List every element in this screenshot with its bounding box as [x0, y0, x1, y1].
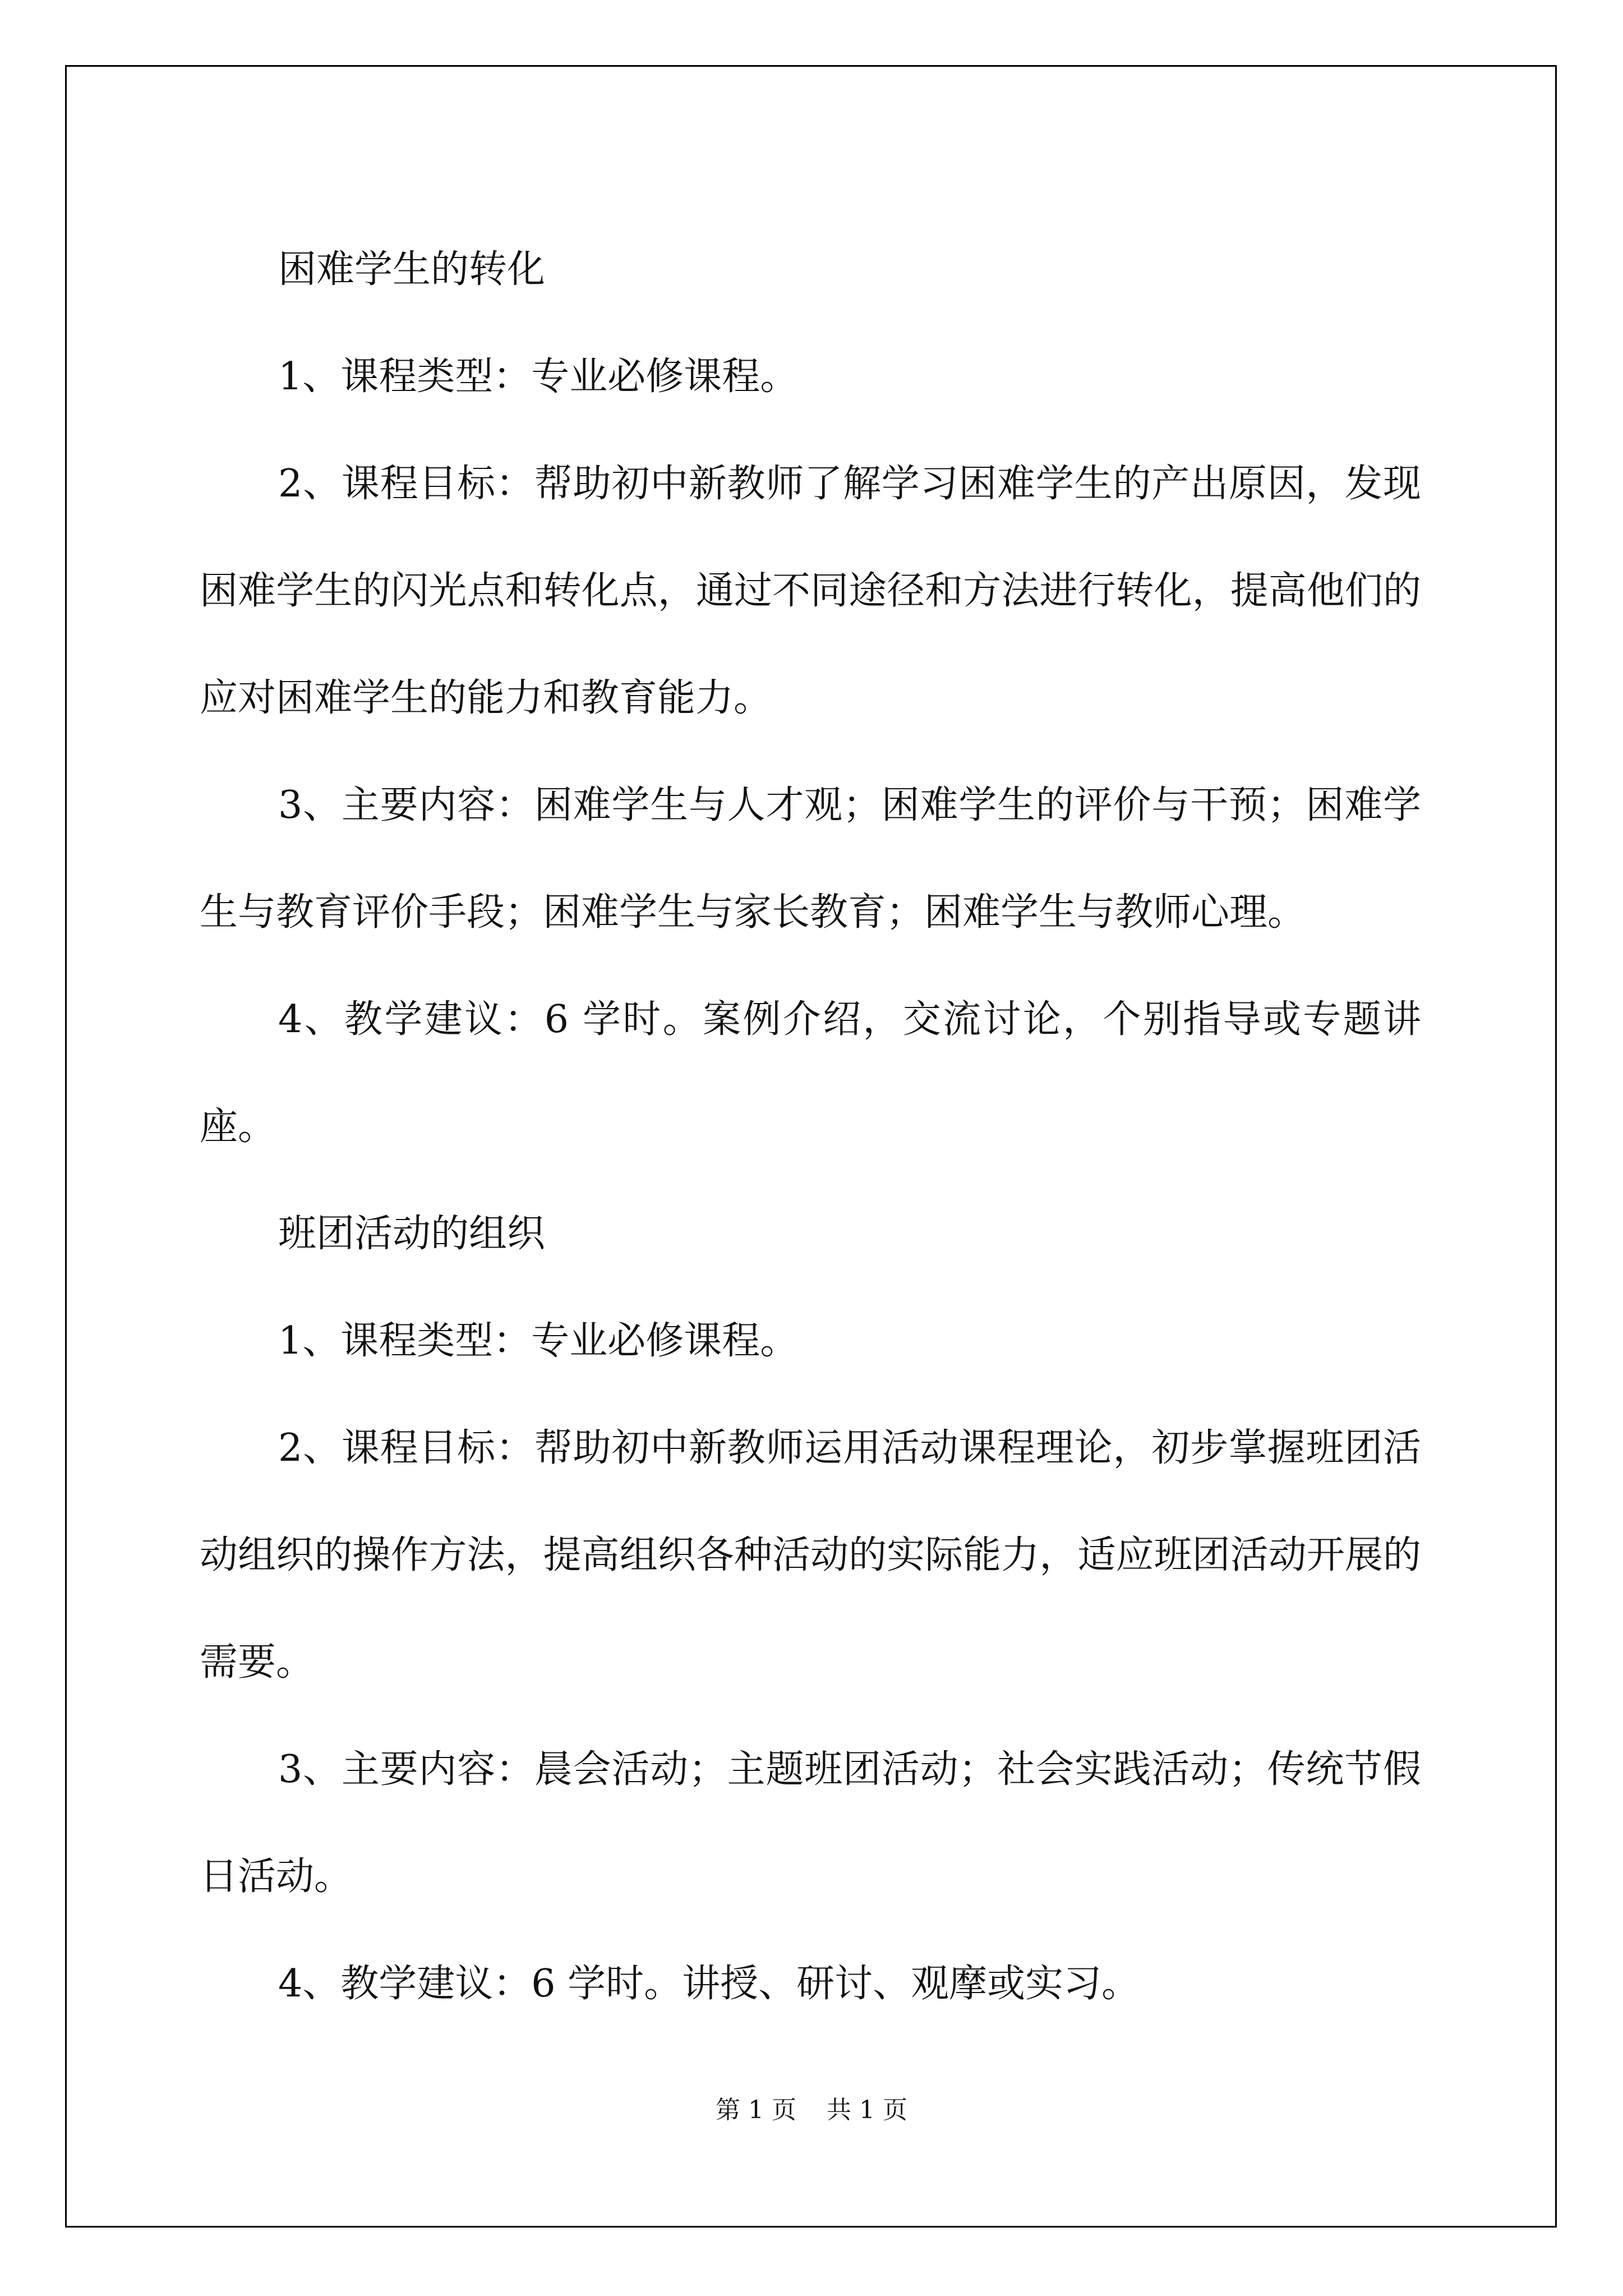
- paragraph: 3、主要内容：困难学生与人才观；困难学生的评价与干预；困难学生与教育评价手段；困难学生与家长教育；困难学生与教师心理。: [200, 783, 1421, 935]
- document-body: [200, 216, 1421, 2037]
- paragraph: 4、教学建议：6 学时。案例介绍，交流讨论，个别指导或专题讲座。: [200, 997, 1421, 1149]
- paragraph: 1、课程类型：专业必修课程。: [278, 355, 799, 399]
- section-title: 班团活动的组织: [278, 1212, 546, 1256]
- paragraph: 4、教学建议：6 学时。讲授、研讨、观摩或实习。: [278, 1962, 1140, 2006]
- paragraph: 2、课程目标：帮助初中新教师运用活动课程理论，初步掌握班团活动组织的操作方法，提高组织各种活动的实际能力，适应班团活动开展的需要。: [200, 1426, 1421, 1685]
- page-number: 第 1 页: [716, 2096, 796, 2124]
- paragraph: 1、课程类型：专业必修课程。: [278, 1319, 799, 1363]
- paragraph: 3、主要内容：晨会活动；主题班团活动；社会实践活动；传统节假日活动。: [200, 1747, 1421, 1899]
- page-total: 共 1 页: [827, 2096, 907, 2124]
- section-title: 困难学生的转化: [278, 247, 546, 292]
- section-2: [200, 1180, 1421, 2037]
- paragraph: 2、课程目标：帮助初中新教师了解学习困难学生的产出原因，发现困难学生的闪光点和转化点，通过不同途径和方法进行转化，提高他们的应对困难学生的能力和教育能力。: [200, 462, 1421, 720]
- section-1: [200, 216, 1421, 1180]
- page-footer: [0, 2090, 1623, 2125]
